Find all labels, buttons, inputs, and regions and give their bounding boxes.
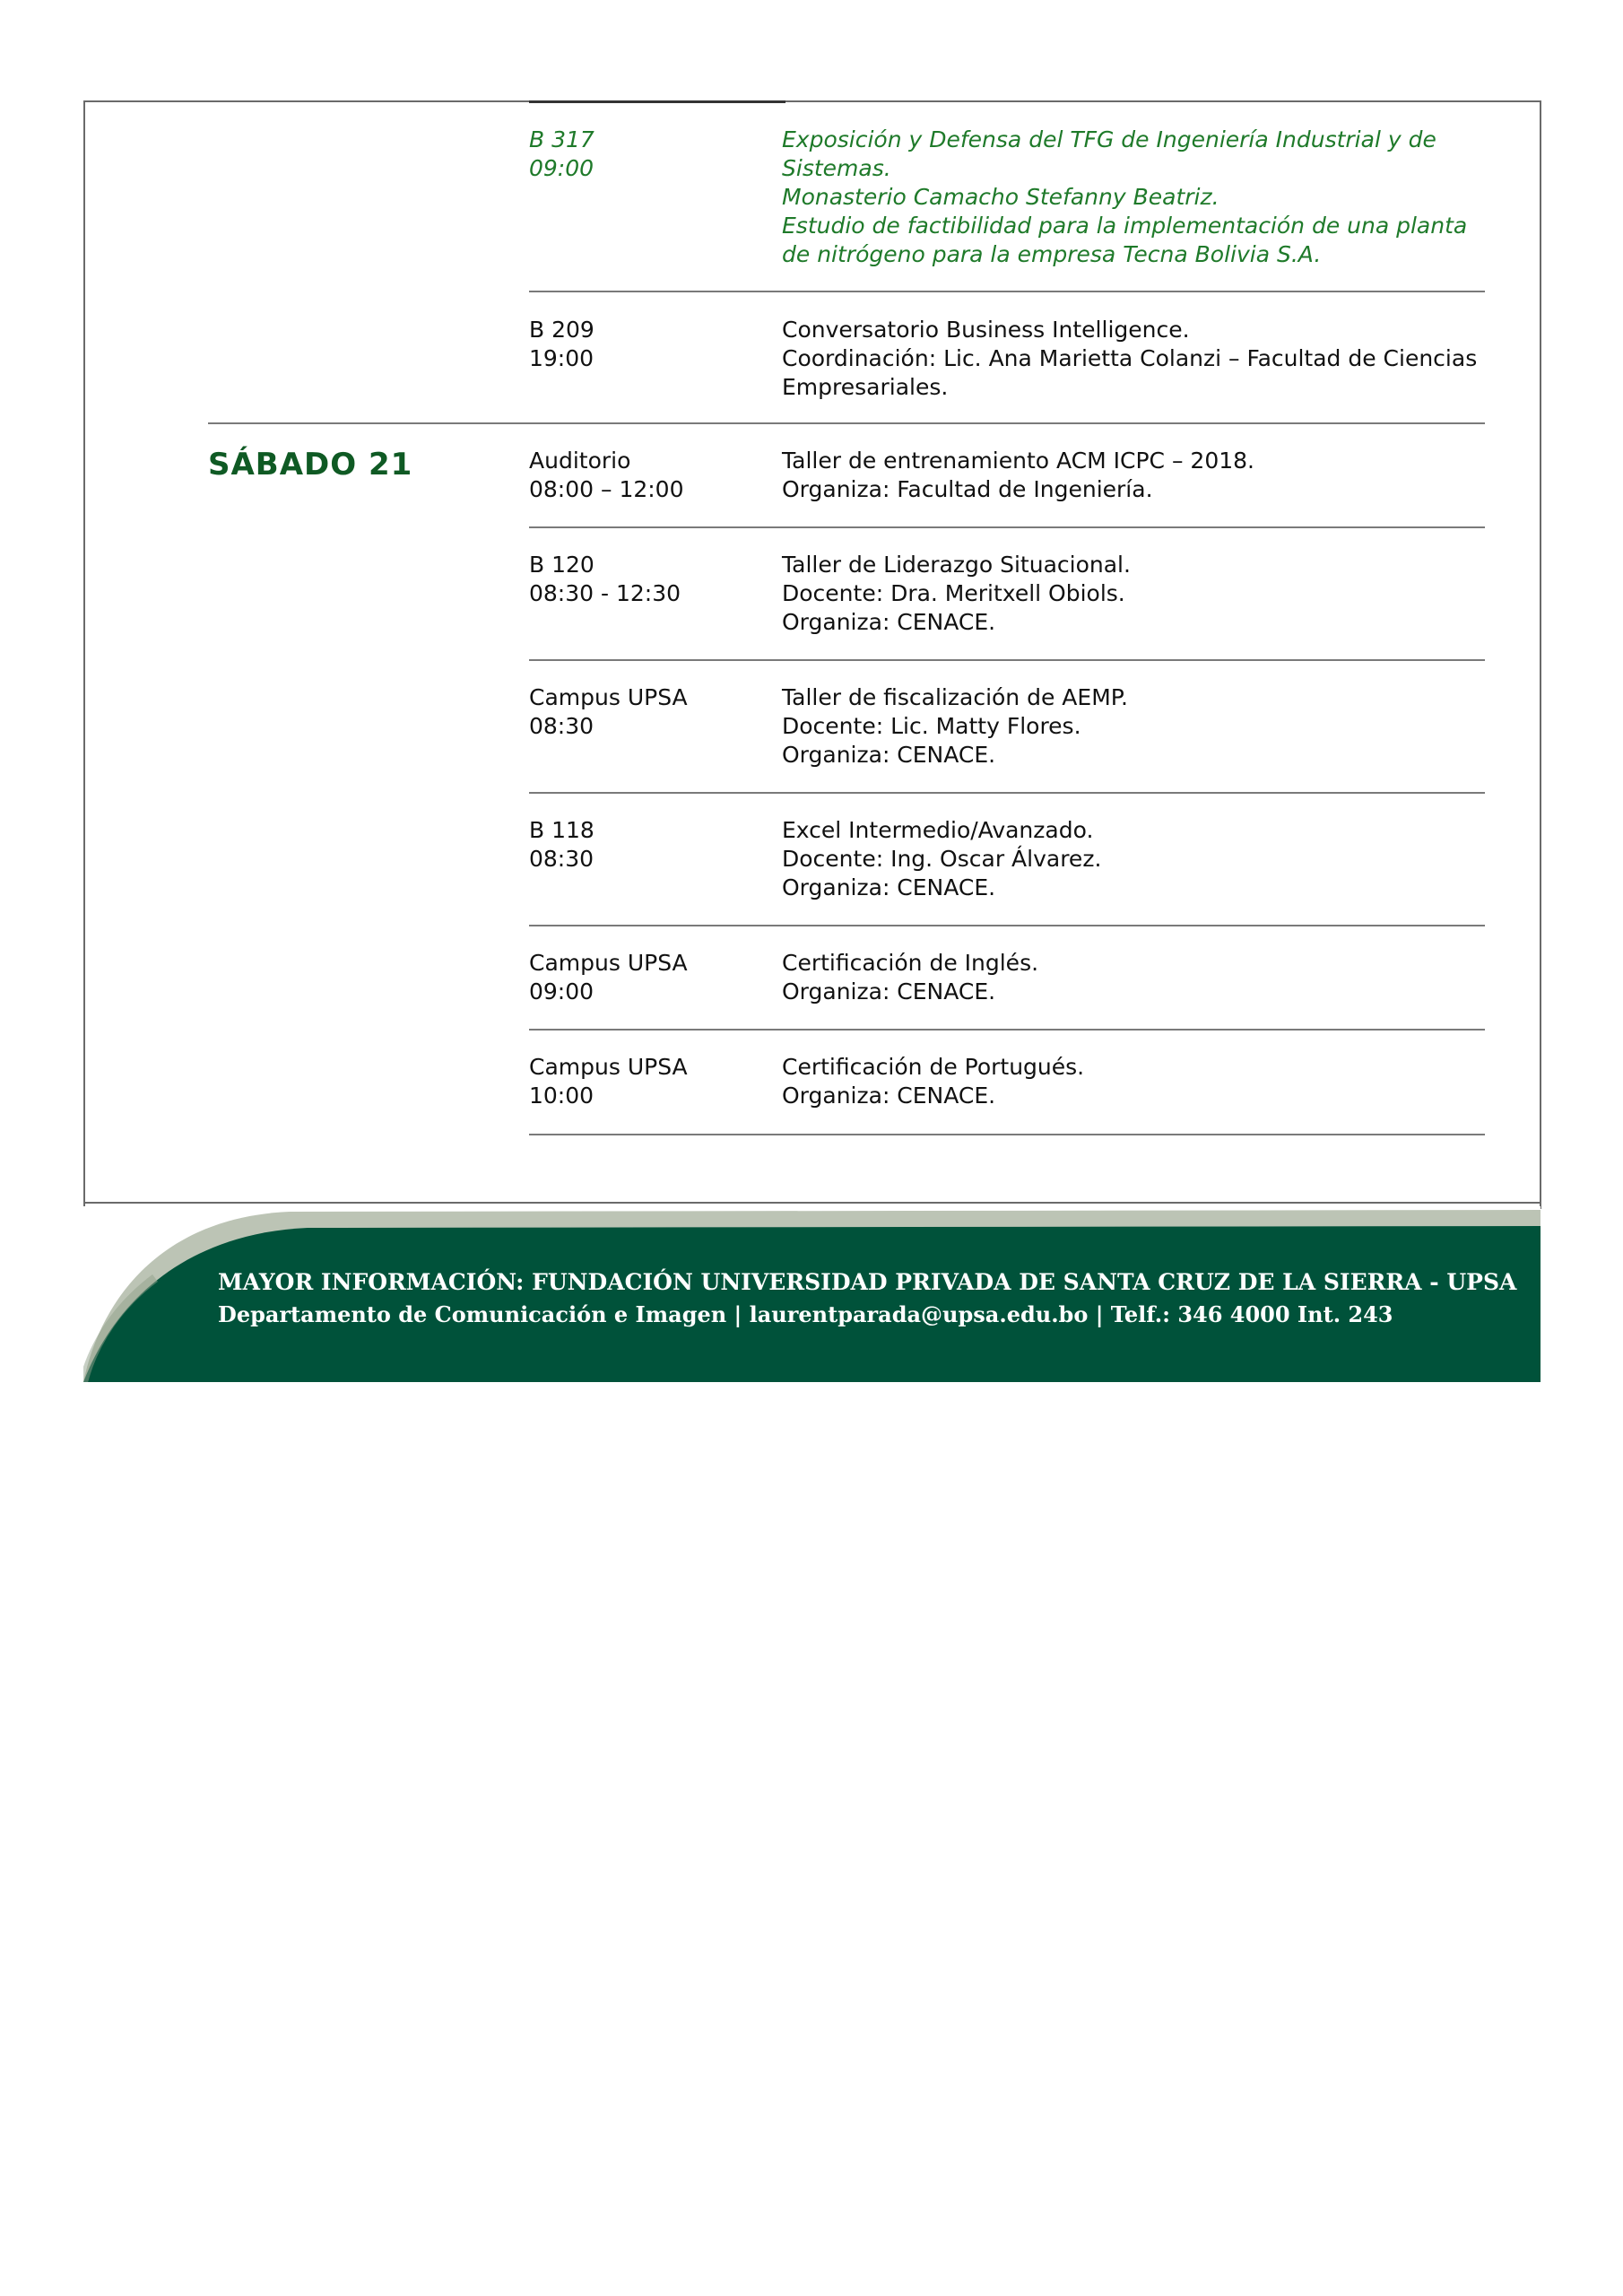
day-divider: [208, 422, 1485, 424]
event-place: Campus UPSA: [529, 1054, 688, 1080]
footer-divider: [83, 1202, 1541, 1204]
row-divider: [529, 291, 1485, 292]
event-description: [782, 126, 1499, 269]
row-divider: [529, 526, 1485, 528]
event-line: Certificación de Inglés.: [782, 950, 1039, 976]
event-line: Docente: Ing. Oscar Álvarez.: [782, 846, 1102, 872]
event-description: [782, 447, 1499, 504]
event-line: Excel Intermedio/Avanzado.: [782, 817, 1094, 843]
event-location-time: [529, 816, 771, 874]
event-place: Auditorio: [529, 448, 631, 474]
event-line: Empresariales.: [782, 374, 949, 400]
event-line: Taller de fiscalización de AEMP.: [782, 684, 1128, 710]
event-place: Campus UPSA: [529, 684, 688, 710]
event-description: [782, 551, 1499, 637]
event-line: Organiza: CENACE.: [782, 1083, 996, 1109]
footer-contact-line: Departamento de Comunicación e Imagen | laurentparada@upsa.edu.bo | Telf.: 346 4000 Int. 243: [218, 1301, 1393, 1327]
event-line: Exposición y Defensa del TFG de Ingeniería Industrial y de: [782, 126, 1436, 152]
row-divider: [529, 1134, 1485, 1135]
event-place: Campus UPSA: [529, 950, 688, 976]
event-line: Organiza: Facultad de Ingeniería.: [782, 476, 1153, 502]
event-time: 08:30: [529, 713, 595, 739]
event-line: Organiza: CENACE.: [782, 874, 996, 900]
event-time: 08:00 – 12:00: [529, 476, 684, 502]
event-location-time: [529, 316, 771, 373]
event-place: B 118: [529, 817, 595, 843]
event-time: 08:30: [529, 846, 595, 872]
event-time: 08:30 - 12:30: [529, 580, 681, 606]
row-divider: [529, 792, 1485, 794]
event-time: 09:00: [529, 155, 595, 181]
event-line: Organiza: CENACE.: [782, 978, 996, 1004]
event-line: Monasterio Camacho Stefanny Beatriz.: [782, 184, 1219, 210]
row-divider: [529, 1029, 1485, 1031]
event-description: [782, 683, 1499, 770]
event-description: [782, 816, 1499, 902]
footer-banner: [83, 1206, 1541, 1382]
event-line: Docente: Dra. Meritxell Obiols.: [782, 580, 1125, 606]
event-line: Certificación de Portugués.: [782, 1054, 1085, 1080]
event-place: B 120: [529, 552, 595, 578]
event-line: Conversatorio Business Intelligence.: [782, 317, 1190, 343]
event-description: [782, 1053, 1499, 1110]
event-location-time: [529, 126, 771, 183]
top-divider: [529, 100, 785, 103]
event-line: Sistemas.: [782, 155, 891, 181]
event-line: Taller de entrenamiento ACM ICPC – 2018.: [782, 448, 1254, 474]
event-line: Docente: Lic. Matty Flores.: [782, 713, 1081, 739]
event-line: de nitrógeno para la empresa Tecna Bolivia S.A.: [782, 241, 1322, 267]
event-place: B 209: [529, 317, 595, 343]
event-line: Coordinación: Lic. Ana Marietta Colanzi – Facultad de Ciencias: [782, 345, 1478, 371]
event-location-time: [529, 1053, 771, 1110]
day-heading: SÁBADO 21: [208, 447, 413, 483]
event-time: 09:00: [529, 978, 595, 1004]
event-line: Organiza: CENACE.: [782, 609, 996, 635]
event-line: Organiza: CENACE.: [782, 742, 996, 768]
row-divider: [529, 659, 1485, 661]
row-divider: [529, 925, 1485, 926]
event-location-time: [529, 447, 771, 504]
event-location-time: [529, 949, 771, 1006]
footer-info-line: MAYOR INFORMACIÓN: FUNDACIÓN UNIVERSIDAD PRIVADA DE SANTA CRUZ DE LA SIERRA - UPSA: [218, 1269, 1517, 1295]
event-time: 19:00: [529, 345, 595, 371]
event-location-time: [529, 551, 771, 608]
event-line: Taller de Liderazgo Situacional.: [782, 552, 1131, 578]
event-description: [782, 316, 1499, 402]
event-description: [782, 949, 1499, 1006]
event-line: Estudio de factibilidad para la implementación de una planta: [782, 213, 1468, 239]
event-place: B 317: [529, 126, 595, 152]
event-time: 10:00: [529, 1083, 595, 1109]
event-location-time: [529, 683, 771, 741]
